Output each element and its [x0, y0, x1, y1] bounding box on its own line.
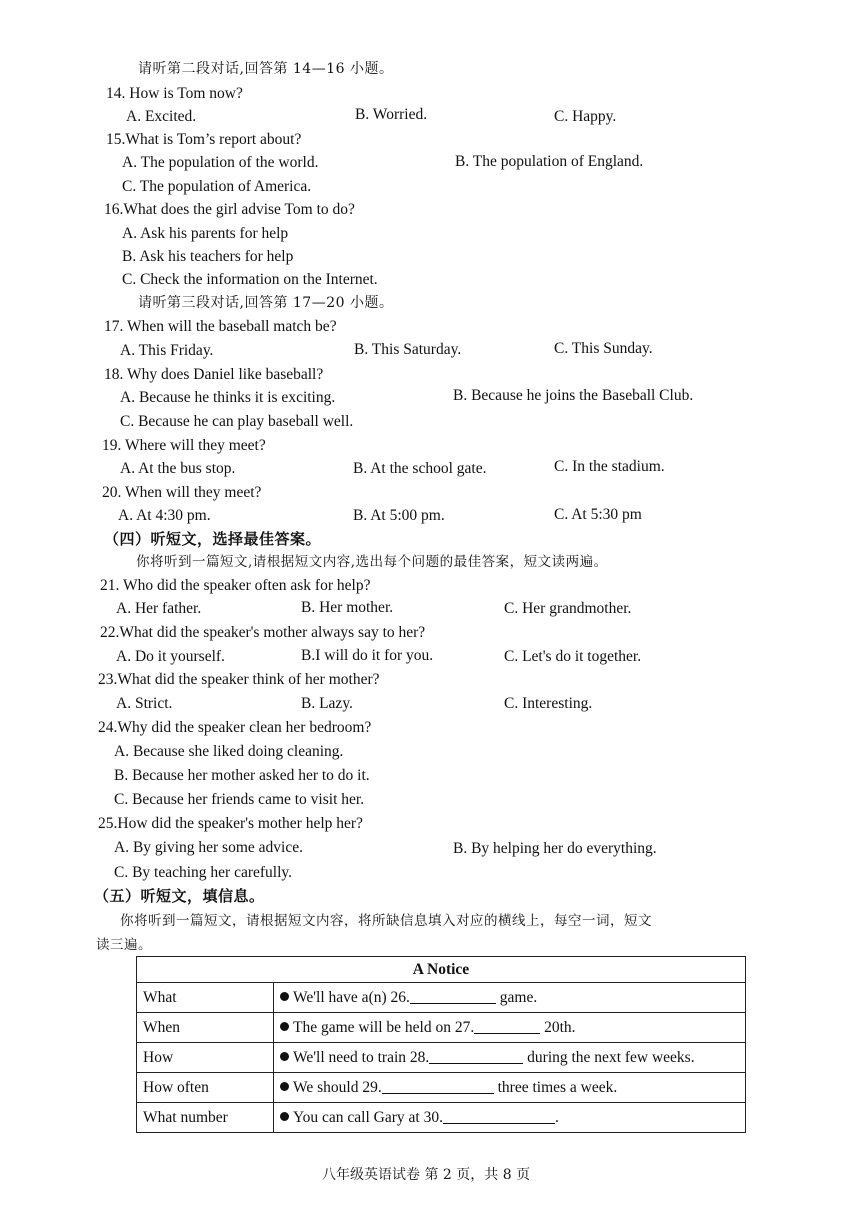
notice-title: A Notice — [137, 957, 746, 983]
question-16-option-a: A. Ask his parents for help — [122, 225, 289, 242]
bullet-icon — [280, 992, 289, 1001]
question-23-option-c: C. Interesting. — [504, 695, 593, 712]
question-19-option-a: A. At the bus stop. — [120, 460, 236, 477]
question-25-stem: 25.How did the speaker's mother help her? — [98, 815, 363, 832]
question-23-option-a: A. Strict. — [116, 695, 173, 712]
question-21-stem: 21. Who did the speaker often ask for help? — [100, 577, 371, 594]
notice-label-when: When — [137, 1013, 274, 1043]
notice-label-how: How — [137, 1043, 274, 1073]
question-18-option-c: C. Because he can play baseball well. — [120, 413, 354, 430]
table-row — [137, 1013, 746, 1043]
question-20-option-b: B. At 5:00 pm. — [353, 507, 445, 524]
question-24-option-c: C. Because her friends came to visit her. — [114, 791, 365, 808]
notice-label-how-often: How often — [137, 1073, 274, 1103]
question-18-option-a: A. Because he thinks it is exciting. — [120, 389, 336, 406]
notice-cell-how-often — [274, 1073, 746, 1103]
blank-26[interactable] — [410, 989, 496, 1004]
question-17-stem: 17. When will the baseball match be? — [104, 318, 337, 335]
notice-text-29-pre: We should 29. — [293, 1078, 382, 1096]
question-24-option-a: A. Because she liked doing cleaning. — [114, 743, 344, 760]
question-14-option-b: B. Worried. — [355, 106, 428, 123]
question-20-stem: 20. When will they meet? — [102, 484, 262, 501]
question-25-option-c: C. By teaching her carefully. — [114, 864, 293, 881]
part-4-title: （四）听短文，选择最佳答案。 — [104, 530, 322, 548]
question-24-option-b: B. Because her mother asked her to do it. — [114, 767, 370, 784]
question-21-option-b: B. Her mother. — [301, 599, 394, 616]
notice-cell-what — [274, 983, 746, 1013]
question-15-option-c: C. The population of America. — [122, 178, 312, 195]
part-5-title: （五）听短文，填信息。 — [94, 887, 265, 905]
question-19-stem: 19. Where will they meet? — [102, 437, 266, 454]
question-14-stem: 14. How is Tom now? — [106, 85, 243, 102]
table-row — [137, 983, 746, 1013]
question-15-option-b: B. The population of England. — [455, 153, 644, 170]
notice-text-30-post: . — [554, 1108, 559, 1126]
part-5-instructions-line-1: 你将听到一篇短文，请根据短文内容，将所缺信息填入对应的横线上，每空一词，短文 — [120, 913, 652, 929]
notice-text-27-post: 20th. — [544, 1018, 576, 1036]
question-20-option-c: C. At 5:30 pm — [554, 506, 642, 523]
notice-text-30-pre: You can call Gary at 30. — [293, 1108, 443, 1126]
question-19-option-b: B. At the school gate. — [353, 460, 487, 477]
question-16-option-c: C. Check the information on the Internet. — [122, 271, 378, 288]
bullet-icon — [280, 1022, 289, 1031]
question-22-option-b: B.I will do it for you. — [301, 647, 434, 664]
bullet-icon — [280, 1112, 289, 1121]
question-23-option-b: B. Lazy. — [301, 695, 353, 712]
question-16-option-b: B. Ask his teachers for help — [122, 248, 294, 265]
question-22-stem: 22.What did the speaker's mother always say to her? — [100, 624, 426, 641]
question-21-option-a: A. Her father. — [116, 600, 202, 617]
part-5-instructions-line-2: 读三遍。 — [96, 937, 152, 953]
question-14-option-c: C. Happy. — [554, 108, 617, 125]
question-16-stem: 16.What does the girl advise Tom to do? — [104, 201, 355, 218]
question-19-option-c: C. In the stadium. — [554, 458, 665, 475]
question-22-option-c: C. Let's do it together. — [504, 648, 642, 665]
notice-text-29-post: three times a week. — [497, 1078, 618, 1096]
table-row — [137, 1103, 746, 1133]
question-14-option-a: A. Excited. — [126, 108, 197, 125]
question-18-stem: 18. Why does Daniel like baseball? — [104, 366, 324, 383]
question-21-option-c: C. Her grandmother. — [504, 600, 632, 617]
blank-28[interactable] — [429, 1049, 523, 1064]
notice-text-28-pre: We'll need to train 28. — [293, 1048, 430, 1066]
notice-table — [136, 956, 746, 1133]
question-17-option-a: A. This Friday. — [120, 342, 214, 359]
question-20-option-a: A. At 4:30 pm. — [118, 507, 211, 524]
section-3-intro: 请听第三段对话,回答第 17—20 小题。 — [138, 295, 394, 311]
blank-27[interactable] — [474, 1019, 540, 1034]
question-25-option-a: A. By giving her some advice. — [114, 839, 303, 856]
question-24-stem: 24.Why did the speaker clean her bedroom? — [98, 719, 372, 736]
table-row — [137, 1043, 746, 1073]
question-23-stem: 23.What did the speaker think of her mother? — [98, 671, 380, 688]
notice-cell-what-number — [274, 1103, 746, 1133]
blank-30[interactable] — [443, 1109, 555, 1124]
notice-cell-how — [274, 1043, 746, 1073]
notice-text-28-post: during the next few weeks. — [527, 1048, 695, 1066]
notice-label-what-number: What number — [137, 1103, 274, 1133]
blank-29[interactable] — [382, 1079, 494, 1094]
question-17-option-b: B. This Saturday. — [354, 341, 462, 358]
notice-label-what: What — [137, 983, 274, 1013]
table-row — [137, 1073, 746, 1103]
notice-text-26-pre: We'll have a(n) 26. — [293, 988, 410, 1006]
question-25-option-b: B. By helping her do everything. — [453, 840, 657, 857]
part-4-instructions: 你将听到一篇短文,请根据短文内容,选出每个问题的最佳答案，短文读两遍。 — [136, 554, 608, 570]
question-22-option-a: A. Do it yourself. — [116, 648, 225, 665]
bullet-icon — [280, 1052, 289, 1061]
section-2-intro: 请听第二段对话,回答第 14—16 小题。 — [138, 61, 394, 77]
question-15-option-a: A. The population of the world. — [122, 154, 319, 171]
page-footer: 八年级英语试卷 第 2 页，共 8 页 — [322, 1167, 531, 1183]
notice-text-27-pre: The game will be held on 27. — [293, 1018, 475, 1036]
question-15-stem: 15.What is Tom’s report about? — [106, 131, 302, 148]
notice-text-26-post: game. — [499, 988, 538, 1006]
question-18-option-b: B. Because he joins the Baseball Club. — [453, 387, 694, 404]
notice-cell-when — [274, 1013, 746, 1043]
question-17-option-c: C. This Sunday. — [554, 340, 653, 357]
bullet-icon — [280, 1082, 289, 1091]
